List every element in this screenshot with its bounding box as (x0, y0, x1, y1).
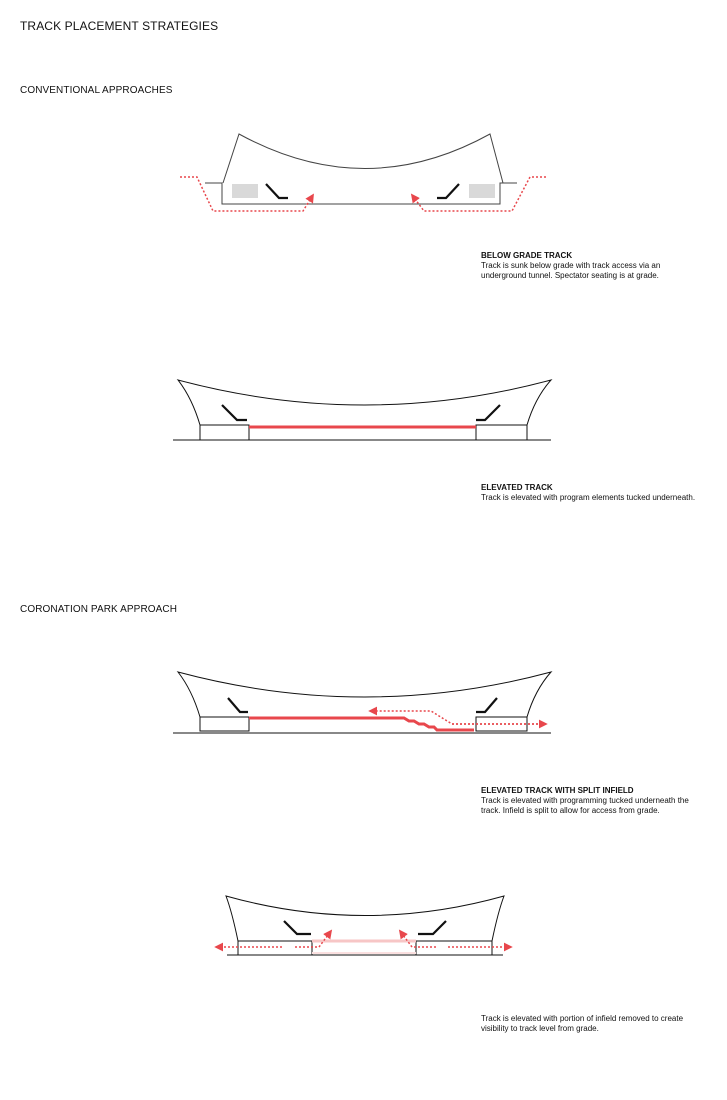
strategy-heading: ELEVATED TRACK WITH SPLIT INFIELD (481, 786, 634, 795)
elevated-track-stepped (249, 718, 474, 730)
seating-right (476, 698, 497, 712)
seating-right (418, 921, 446, 934)
section-conventional-approaches: CONVENTIONAL APPROACHES (20, 85, 173, 96)
program-block-right (469, 184, 495, 198)
page-title: TRACK PLACEMENT STRATEGIES (20, 19, 219, 33)
strategy-text: Track is sunk below grade with track access via an underground tunnel. Spectator seating is at grade. (481, 261, 661, 280)
stadium-roof (226, 896, 504, 941)
program-block-left (238, 941, 312, 955)
seating-left (284, 921, 311, 934)
seating-right (437, 184, 459, 198)
diagram-elevated-track (173, 380, 551, 440)
strategy-heading: ELEVATED TRACK (481, 483, 553, 492)
seating-right (476, 405, 500, 420)
seating-left (222, 405, 247, 420)
program-block-right (416, 941, 492, 955)
strategy-text: Track is elevated with portion of infield removed to create visibility to track level from grade. (481, 1014, 684, 1033)
program-block-left (232, 184, 258, 198)
program-block-right (476, 425, 527, 440)
program-block-left (200, 717, 249, 731)
strategy-text: Track is elevated with programming tucked underneath the track. Infield is split to allow for access from grade. (481, 796, 689, 815)
seating-left (266, 184, 288, 198)
diagram-infield-removed (216, 896, 511, 955)
diagram-elevated-track-split-infield (173, 672, 551, 733)
stadium-roof (223, 134, 503, 183)
seating-left (228, 698, 248, 712)
section-coronation-park-approach: CORONATION PARK APPROACH (20, 604, 178, 615)
strategy-heading: BELOW GRADE TRACK (481, 251, 573, 260)
program-block-left (200, 425, 249, 440)
stadium-roof (178, 672, 551, 717)
strategy-text: Track is elevated with program elements tucked underneath. (481, 493, 696, 502)
diagram-below-grade-track (180, 134, 546, 211)
